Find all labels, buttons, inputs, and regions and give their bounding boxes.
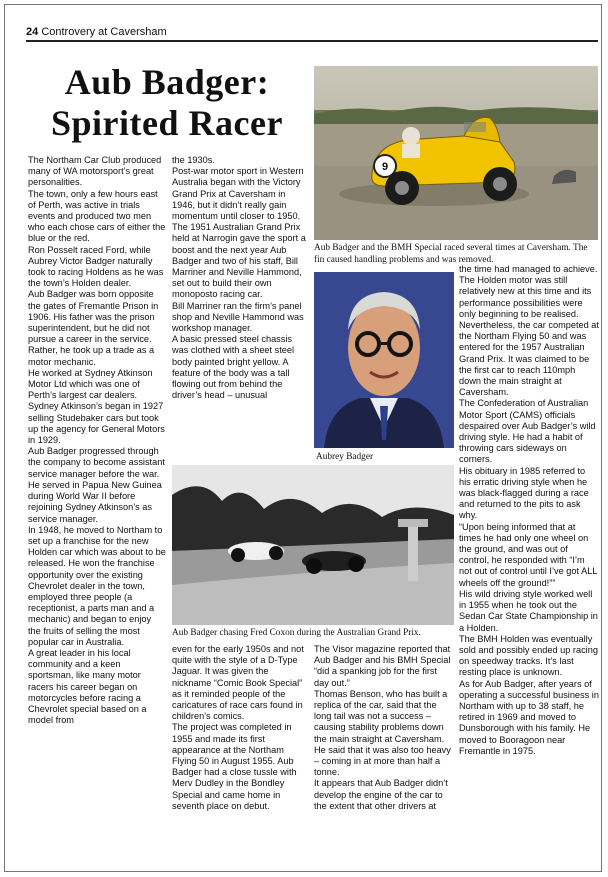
column-1 — [28, 155, 166, 726]
paragraph: It appears that Aub Badger didn’t develop the engine of the car to the extent that other drivers at — [314, 778, 448, 811]
race-number-label: 9 — [381, 161, 389, 173]
paragraph: Post-war motor sport in Western Australia began with the Victory Grand Prix at Caversham in 1946, but it didn’t really gain momentum until closer to 1950. — [172, 166, 304, 222]
column-2-bottom — [172, 644, 310, 812]
paragraph: A basic pressed steel chassis was clothed with a sheet steel body painted bright yellow. A feature of the body was a tall flowing out from behind the driver’s head – unusual — [172, 334, 295, 401]
race-car-caption: Aub Badger and the BMH Special raced several times at Caversham. The fin caused handling problems and was removed. — [314, 243, 588, 265]
paragraph: The Confederation of Australian Motor Sport (CAMS) officials despaired over Aub Badger’s wild driving style. He had a habit of throwing cars sideways on corners. — [459, 398, 596, 465]
race-car-illustration — [314, 66, 598, 240]
paragraph: Thomas Benson, who has built a replica of the car, said that the long tail was not a success – causing stability problems down the main straight at Caversham. He said that it was also too heavy – coming in at more than half a tonne. — [314, 688, 451, 778]
paragraph: He worked at Sydney Atkinson Motor Ltd which was one of Perth’s largest car dealers. Sydney Atkinson’s began in 1927 selling Studebaker cars but took up the agency for General Motors in 1929. — [28, 367, 165, 446]
paragraph: Aub Badger was born opposite the gates of Fremantle Prison in 1906. His father was the prison superintendent, but he did not pursue a career in the service. Rather, he took up a trade as a motor mechanic. — [28, 289, 159, 367]
race-car-photo — [314, 66, 598, 240]
paragraph: the time had managed to achieve. The Holden motor was still relatively new at this time and its performance possibilities were only beginning to be realised. — [459, 264, 598, 319]
paragraph: the 1930s. — [172, 155, 215, 165]
header-rule — [26, 40, 598, 42]
portrait-caption: Aubrey Badger — [316, 452, 374, 462]
paragraph: His wild driving style worked well in 1955 when he took out the Sedan Car State Championship in a Holden. — [459, 588, 598, 633]
paragraph: The BMH Holden was eventually sold and possibly ended up racing on speedway tracks. It’s last resting place is unknown. — [459, 633, 598, 678]
paragraph: The Northam Car Club produced many of WA motorsport’s great personalities. — [28, 155, 162, 188]
portrait-illustration — [314, 272, 454, 448]
paragraph: Ron Posselt raced Ford, while Aubrey Victor Badger naturally took to racing Holdens as he was the town’s Holden dealer. — [28, 244, 164, 289]
paragraph: “Upon being informed that at times he had only one wheel on the ground, and was out of control, he responded with “I’m not out of control until I’ve got ALL wheels off the ground!”” — [459, 521, 598, 588]
section-title: Controvery at Caversham — [41, 26, 167, 38]
paragraph: The Visor magazine reported that Aub Badger and his BMH Special “did a spanking job for the first day out.” — [314, 644, 451, 688]
grand-prix-illustration — [172, 465, 454, 625]
paragraph: Aub Badger progressed through the company to become assistant service manager before the war. He served in Papua New Guinea during World War II before rejoining Sydney Atkinson’s as service manager. — [28, 446, 165, 524]
article-title — [26, 62, 308, 144]
grand-prix-photo — [172, 465, 454, 625]
paragraph: In 1948, he moved to Northam to set up a franchise for the new Holden car which was about to be released. He won the franchise opportunity over the existing Chevrolet dealer in the town, employed three people (a receptionist, a parts man and a mechanic) and began to enjoy the fruits of selling the most popular car in Australia. — [28, 524, 166, 647]
page-header — [26, 24, 598, 40]
paragraph: As for Aub Badger, after years of operating a successful business in Northam with up to 38 staff, he retired in 1969 and moved to Dunsborough with his family. He moved to Booragoon near Fremantle in 1975. — [459, 678, 599, 756]
paragraph: Nevertheless, the car competed at the Northam Flying 50 and was entered for the 1957 Australian Grand Prix. It was claimed to be the first car to reach 110mph down the main straight at Caversham. — [459, 320, 599, 398]
paragraph: Bill Marriner ran the firm’s panel shop and Neville Hammond was workshop manager. — [172, 300, 304, 334]
title-line-1: Aub Badger: — [64, 62, 270, 102]
portrait-photo — [314, 272, 454, 448]
column-3-bottom — [314, 644, 452, 812]
paragraph: A great leader in his local community and a keen sportsman, like many motor racers his career began on motorcycles before racing a Chevrolet special based on a model from — [28, 647, 147, 726]
column-4 — [459, 264, 599, 757]
paragraph: The 1951 Australian Grand Prix held at Narrogin gave the sport a boost and the next year Aub Badger and two of his staff, Bill Marriner and Neville Hammond, set out to build their own monoposto racing car. — [172, 222, 306, 300]
title-line-2: Spirited Racer — [51, 103, 283, 143]
paragraph: His obituary in 1985 referred to his erratic driving style when he was black-flagged during a race and returned to the pits to ask why. — [459, 465, 589, 521]
page-number: 24 — [26, 26, 39, 38]
grand-prix-caption: Aub Badger chasing Fred Coxon during the Australian Grand Prix. — [172, 628, 421, 638]
paragraph: The town, only a few hours east of Perth, was active in trials events and produced two men who each chose cars of either the blue or the red. — [28, 188, 166, 244]
paragraph: even for the early 1950s and not quite with the style of a D-Type Jaguar. It was given the nickname “Comic Book Special” as it reminded people of the caricatures of race cars found in children’s comics. — [172, 644, 304, 722]
paragraph: The project was completed in 1955 and made its first appearance at the Northam Flying 50 in August 1955. Aub Badger had a close tussle with Merv Dudley in the Bondley Special and came home in seventh place on debut. — [172, 722, 297, 811]
column-2-top — [172, 155, 308, 401]
